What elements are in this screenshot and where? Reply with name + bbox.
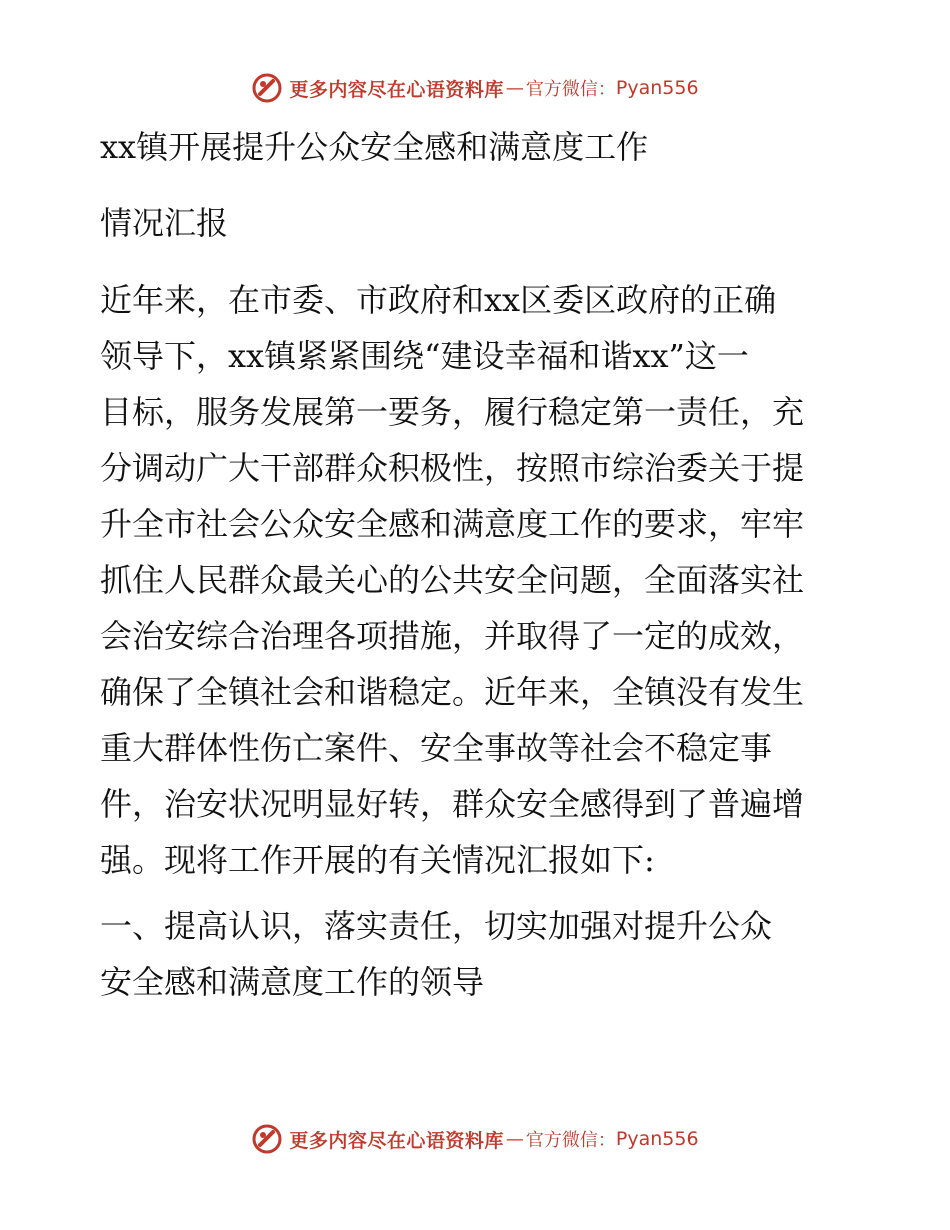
watermark-official-label: 官方微信： bbox=[525, 1130, 616, 1151]
paragraph-line: 抓住人民群众最关心的公共安全问题，全面落实社 bbox=[100, 561, 805, 599]
watermark-dash: — bbox=[505, 77, 524, 99]
section-heading-1 bbox=[100, 898, 860, 1010]
paragraph-line: 会治安综合治理各项措施，并取得了一定的成效， bbox=[100, 617, 805, 655]
watermark-dash: — bbox=[505, 1128, 524, 1150]
brand-logo-icon bbox=[251, 72, 283, 104]
paragraph-line: 重大群体性伤亡案件、安全事故等社会不稳定事 bbox=[100, 729, 773, 767]
paragraph-line: 近年来，在市委、市政府和xx区委区政府的正确 bbox=[100, 281, 777, 319]
paragraph-line: 确保了全镇社会和谐稳定。近年来，全镇没有发生 bbox=[100, 673, 805, 711]
title-line-2: 情况汇报 bbox=[100, 204, 229, 242]
brand-logo-icon bbox=[251, 1123, 283, 1155]
watermark-wechat-id: Pyan556 bbox=[615, 77, 699, 99]
intro-paragraph bbox=[100, 272, 860, 888]
heading-line-2: 安全感和满意度工作的领导 bbox=[100, 963, 485, 1001]
paragraph-line: 目标，服务发展第一要务，履行稳定第一责任，充 bbox=[100, 393, 805, 431]
paragraph-line: 分调动广大干部群众积极性，按照市综治委关于提 bbox=[100, 449, 805, 487]
watermark-wechat-id: Pyan556 bbox=[615, 1128, 699, 1150]
watermark-main-text: 更多内容尽在心语资料库 bbox=[289, 1129, 504, 1152]
title-line-1: xx镇开展提升公众安全感和满意度工作 bbox=[100, 128, 649, 166]
document-body bbox=[100, 120, 860, 1010]
document-title bbox=[100, 120, 860, 250]
watermark-main-text: 更多内容尽在心语资料库 bbox=[289, 78, 504, 101]
paragraph-line: 强。现将工作开展的有关情况汇报如下: bbox=[100, 841, 655, 879]
paragraph-line: 件，治安状况明显好转，群众安全感得到了普遍增 bbox=[100, 785, 805, 823]
paragraph-line: 领导下，xx镇紧紧围绕“建设幸福和谐xx”这一 bbox=[100, 337, 749, 375]
heading-line-1: 一、提高认识，落实责任，切实加强对提升公众 bbox=[100, 907, 773, 945]
watermark-official-label: 官方微信： bbox=[525, 79, 616, 100]
paragraph-line: 升全市社会公众安全感和满意度工作的要求，牢牢 bbox=[100, 505, 805, 543]
header-watermark bbox=[0, 72, 950, 104]
footer-watermark bbox=[0, 1123, 950, 1155]
